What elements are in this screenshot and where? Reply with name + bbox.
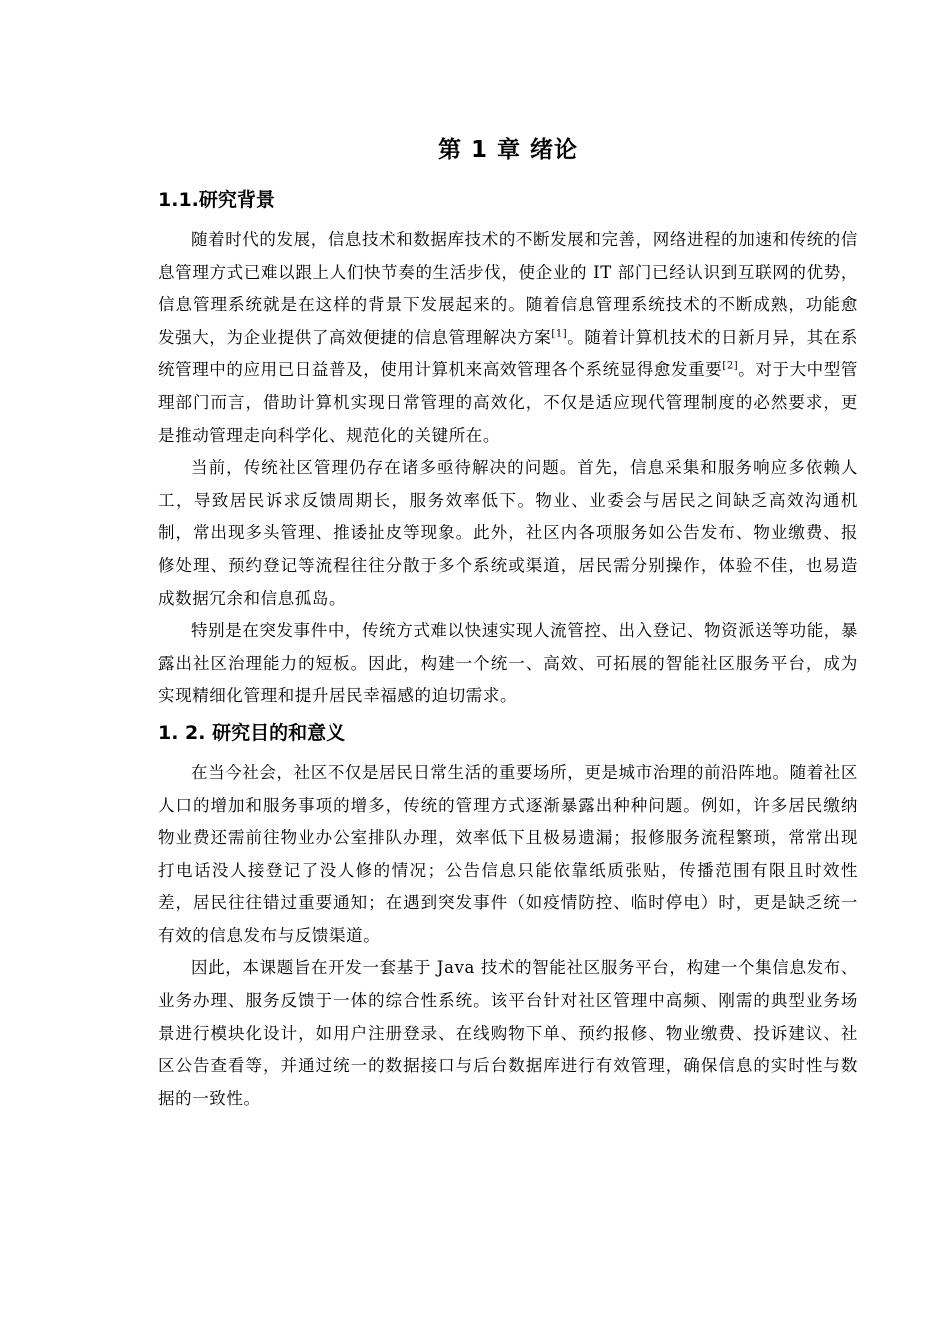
section-heading-background: 1.1.研究背景 xyxy=(158,189,275,211)
paragraph-background-2: 当前，传统社区管理仍存在诸多亟待解决的问题。首先，信息采集和服务响应多依赖人工，导致居民诉求反馈周期长，服务效率低下。物业、业委会与居民之间缺乏高效沟通机制，常出现多头管理、推诿扯皮等现象。此外，社区内各项服务如公告发布、物业缴费、报修处理、预约登记等流程往往分散于多个系统或渠道，居民需分别操作，体验不佳，也易造成数据冗余和信息孤岛。 xyxy=(158,458,858,608)
chapter-title: 第 1 章 绪论 xyxy=(437,137,579,163)
paragraph-text: 随着时代的发展，信息技术和数据库技术的不断发展和完善，网络进程的加速和传统的信息管理方式已难以跟上人们快节奏的生活步伐，使企业的 IT 部门已经认识到互联网的优势，信息管理系统就是在这样的背景下发展起来的。随着信息管理系统技术的不断成熟，功能愈发强大，为企业提供了高效便捷的信息管理解决方案 xyxy=(158,230,859,347)
paragraph-text: 。随着计算机技术的日新月异，其在系统管理中的应用已日益普及，使用计算机来高效管理各个系统显得愈发重要 xyxy=(158,327,858,380)
paragraph-background-3: 特别是在突发事件中，传统方式难以快速实现人流管控、出入登记、物资派送等功能，暴露出社区治理能力的短板。因此，构建一个统一、高效、可拓展的智能社区服务平台，成为实现精细化管理和提升居民幸福感的迫切需求。 xyxy=(158,621,858,706)
paragraph-purpose-2: 因此，本课题旨在开发一套基于 Java 技术的智能社区服务平台，构建一个集信息发布、业务办理、服务反馈于一体的综合性系统。该平台针对社区管理中高频、刚需的典型业务场景进行模块化设计，如用户注册登录、在线购物下单、预约报修、物业缴费、投诉建议、社区公告查看等，并通过统一的数据接口与后台数据库进行有效管理，确保信息的实时性与数据的一致性。 xyxy=(158,958,858,1108)
paragraph-text: 。对于大中型管理部门而言，借助计算机实现日常管理的高效化，不仅是适应现代管理制度的必然要求，更是推动管理走向科学化、规范化的关键所在。 xyxy=(158,360,858,445)
paragraph-background-1 xyxy=(158,224,858,452)
paragraph-purpose-1: 在当今社会，社区不仅是居民日常生活的重要场所，更是城市治理的前沿阵地。随着社区人口的增加和服务事项的增多，传统的管理方式逐渐暴露出种种问题。例如，许多居民缴纳物业费还需前往物业办公室排队办理，效率低下且极易遗漏；报修服务流程繁琐，常常出现打电话没人接登记了没人修的情况；公告信息只能依靠纸质张贴，传播范围有限且时效性差，居民往往错过重要通知；在遇到突发事件（如疫情防控、临时停电）时，更是缺乏统一有效的信息发布与反馈渠道。 xyxy=(158,762,858,945)
citation-ref-2: [2] xyxy=(722,360,739,372)
page-content xyxy=(158,134,858,1115)
citation-ref-1: [1] xyxy=(551,328,568,340)
section-heading-purpose: 1. 2. 研究目的和意义 xyxy=(158,721,346,744)
